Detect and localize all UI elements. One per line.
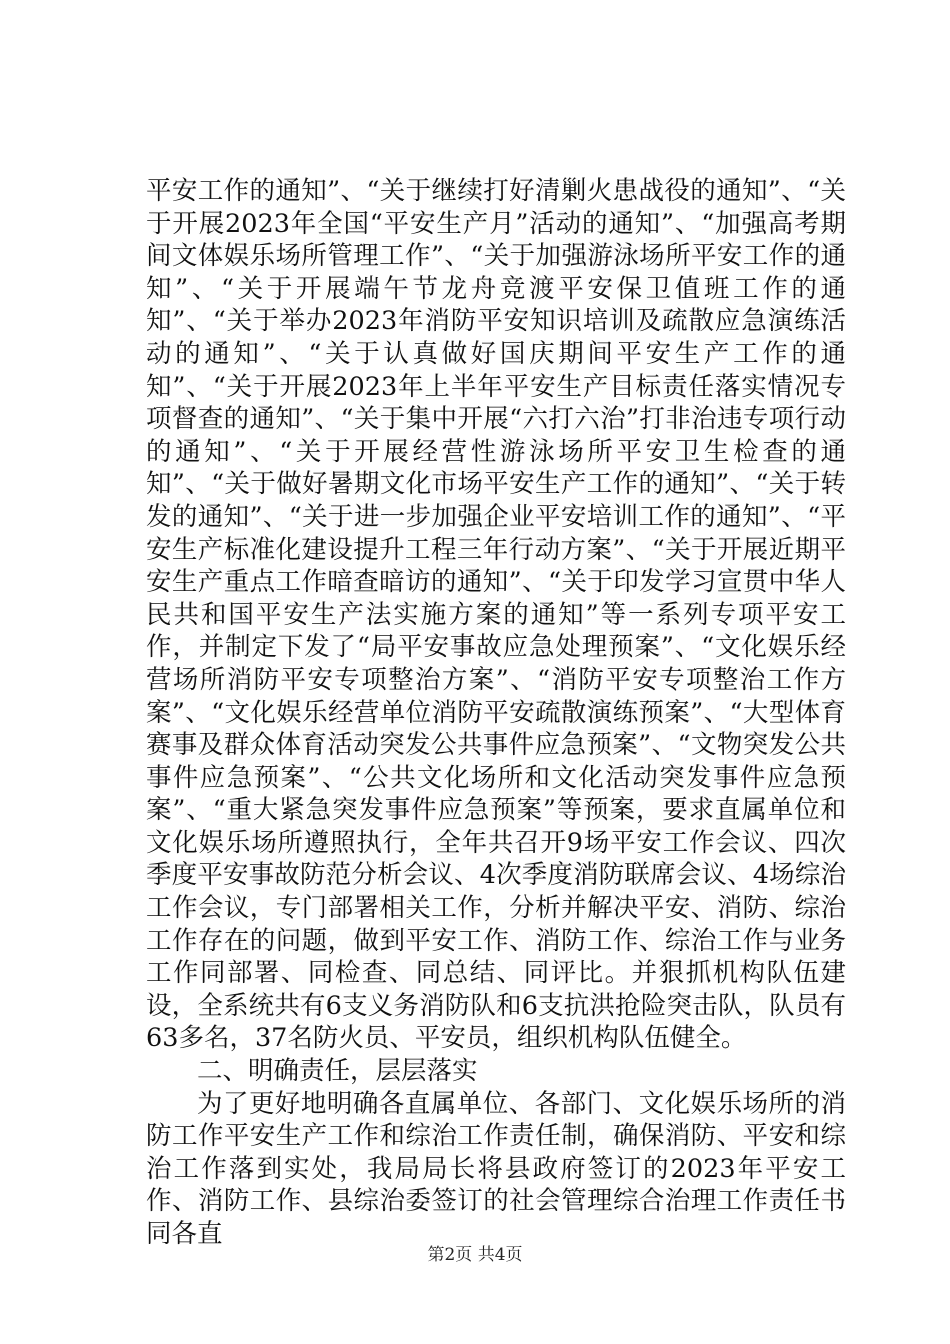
section-heading: 二、明确责任，层层落实	[197, 1056, 478, 1087]
document-body	[146, 175, 846, 1251]
paragraph-continuation: 平安工作的通知”、“关于继续打好清剿火患战役的通知”、“关于开展2023年全国“平安生产月”活动的通知”、“加强高考期间文体娱乐场所管理工作”、“关于加强游泳场所平安工作的通知”、“关于开展端午节龙舟竞渡平安保卫值班工作的通知”、“关于举办2023年消防平安知识培训及疏散应急演练活动的通知”、“关于认真做好国庆期间平安生产工作的通知”、“关于开展2023年上半年平安生产目标责任落实情况专项督查的通知”、“关于集中开展“六打六治”打非治违专项行动的通知”、“关于开展经营性游泳场所平安卫生检查的通知”、“关于做好暑期文化市场平安生产工作的通知”、“关于转发的通知”、“关于进一步加强企业平安培训工作的通知”、“平安生产标准化建设提升工程三年行动方案”、“关于开展近期平安生产重点工作暗查暗访的通知”、“关于印发学习宣贯中华人民共和国平安生产法实施方案的通知”等一系列专项平安工作，并制定下发了“局平安事故应急处理预案”、“文化娱乐经营场所消防平安专项整治方案”、“消防平安专项整治工作方案”、“文化娱乐经营单位消防平安疏散演练预案”、“大型体育赛事及群众体育活动突发公共事件应急预案”、“文物突发公共事件应急预案”、“公共文化场所和文化活动突发事件应急预案”、“重大紧急突发事件应急预案”等预案，要求直属单位和文化娱乐场所遵照执行，全年共召开9场平安工作会议、四次季度平安事故防范分析会议、4次季度消防联席会议、4场综治工作会议，专门部署相关工作，分析并解决平安、消防、综治工作存在的问题，做到平安工作、消防工作、综治工作与业务工作同部署、同检查、同总结、同评比。并狠抓机构队伍建设，全系统共有6支义务消防队和6支抗洪抢险突击队，队员有63多名，37名防火员、平安员，组织机构队伍健全。	[146, 176, 846, 1054]
page-number-footer: 第2页 共4页	[427, 1245, 523, 1265]
paragraph-responsibility: 为了更好地明确各直属单位、各部门、文化娱乐场所的消防工作平安生产工作和综治工作责任制，确保消防、平安和综治工作落到实处，我局局长将县政府签订的2023年平安工作、消防工作、县综治委签订的社会管理综合治理工作责任书同各直	[146, 1088, 846, 1249]
